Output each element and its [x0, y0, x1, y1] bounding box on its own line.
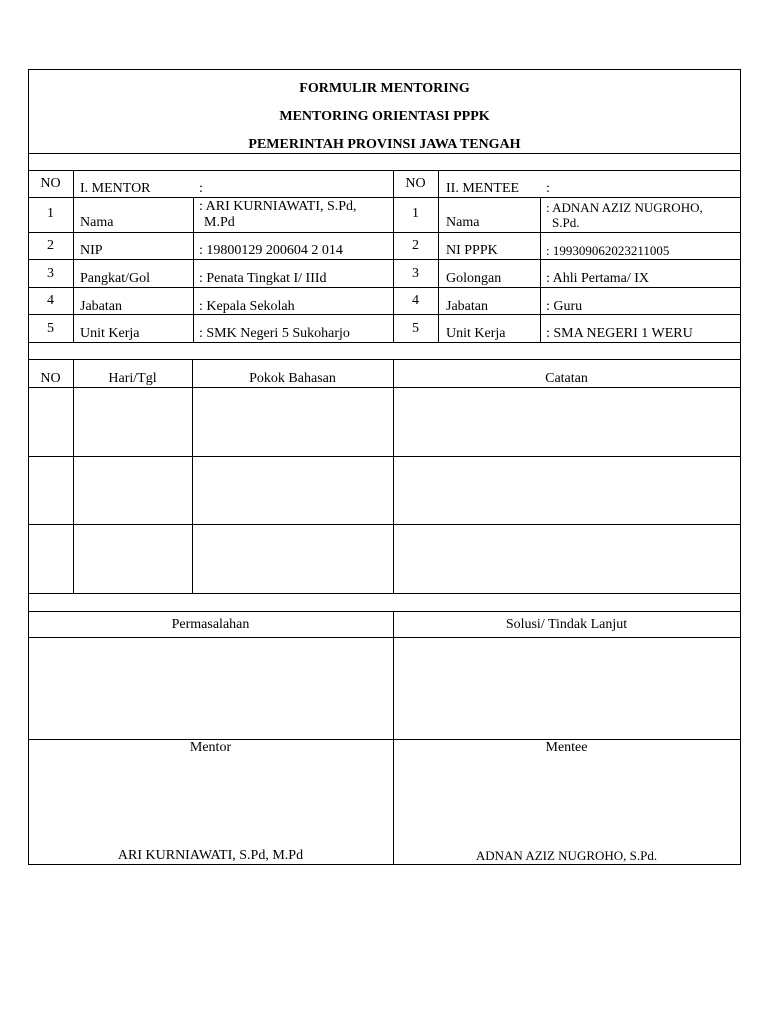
rule-id-row-1: [28, 197, 741, 198]
mentee-unit-value: : SMA NEGERI 1 WERU: [546, 326, 693, 341]
form-title: FORMULIR MENTORING: [299, 81, 470, 96]
frame-bottom: [28, 864, 741, 865]
mentee-row-4-no: 4: [412, 293, 419, 308]
mentee-name-value-line2: S.Pd.: [552, 215, 580, 230]
mentee-grade-label: Golongan: [446, 271, 502, 286]
mentor-unit-value: : SMK Negeri 5 Sukoharjo: [199, 326, 350, 341]
vrule-session-topic: [393, 359, 394, 593]
vrule-mentor-label: [193, 197, 194, 342]
signature-mentee-name: ADNAN AZIZ NUGROHO, S.Pd.: [475, 848, 658, 863]
mentor-name-label: Nama: [80, 215, 114, 230]
mentee-nippk-label: NI PPPK: [446, 243, 498, 258]
rule-session-row-2: [28, 524, 741, 525]
mentee-position-label: Jabatan: [446, 299, 488, 314]
session-col-no: NO: [40, 371, 61, 386]
mentor-row-3-no: 3: [47, 266, 54, 281]
mentor-rank-value: : Penata Tingkat I/ IIId: [199, 271, 327, 286]
vrule-mentee-no: [438, 170, 439, 342]
mentor-name-value-line1: : ARI KURNIAWATI, S.Pd,: [199, 199, 357, 214]
vrule-mentee-label: [540, 197, 541, 342]
mentee-nippk-value: : 199309062023211005: [546, 243, 670, 258]
mentee-no-header: NO: [405, 176, 426, 191]
mentee-row-2-no: 2: [412, 238, 419, 253]
mentor-position-label: Jabatan: [80, 299, 122, 314]
vrule-mentor-no: [73, 170, 74, 342]
form-subtitle: MENTORING ORIENTASI PPPK: [279, 109, 490, 124]
form-authority: PEMERINTAH PROVINSI JAWA TENGAH: [248, 137, 521, 152]
vrule-issues-split: [393, 611, 394, 864]
signature-mentee-label: Mentee: [545, 740, 588, 755]
vrule-session-date: [192, 359, 193, 593]
rule-header-end: [28, 153, 741, 154]
mentor-no-header: NO: [40, 176, 61, 191]
mentor-row-5-no: 5: [47, 321, 54, 336]
rule-issues-header: [28, 637, 741, 638]
mentee-position-value: : Guru: [546, 299, 583, 314]
rule-session-start: [28, 359, 741, 360]
rule-identity-end: [28, 342, 741, 343]
issues-col-solution: Solusi/ Tindak Lanjut: [505, 617, 628, 632]
mentee-grade-value: : Ahli Pertama/ IX: [546, 271, 650, 286]
rule-id-row-2: [28, 232, 741, 233]
mentor-name-value-line2: M.Pd: [204, 215, 235, 230]
mentor-position-value: : Kepala Sekolah: [199, 299, 295, 314]
session-col-notes: Catatan: [545, 371, 588, 386]
session-col-date: Hari/Tgl: [108, 371, 157, 386]
mentor-nip-label: NIP: [80, 243, 103, 258]
mentee-section-header: II. MENTEE: [446, 181, 520, 196]
mentor-unit-label: Unit Kerja: [80, 326, 140, 341]
mentor-rank-label: Pangkat/Gol: [80, 271, 150, 286]
rule-id-row-3: [28, 259, 741, 260]
rule-issues-start: [28, 611, 741, 612]
frame-right: [740, 69, 741, 865]
mentor-row-2-no: 2: [47, 238, 54, 253]
mentor-header-colon: :: [199, 181, 203, 196]
vrule-session-no: [73, 359, 74, 593]
session-col-topic: Pokok Bahasan: [249, 371, 336, 386]
signature-mentor-label: Mentor: [189, 740, 232, 755]
mentee-row-5-no: 5: [412, 321, 419, 336]
rule-id-row-4: [28, 287, 741, 288]
mentor-row-4-no: 4: [47, 293, 54, 308]
mentee-row-3-no: 3: [412, 266, 419, 281]
rule-session-row-1: [28, 456, 741, 457]
mentor-nip-value: : 19800129 200604 2 014: [199, 243, 343, 258]
rule-session-end: [28, 593, 741, 594]
mentee-header-colon: :: [546, 181, 550, 196]
vrule-mentor-mentee-split: [393, 170, 394, 342]
rule-id-row-5: [28, 314, 741, 315]
mentee-unit-label: Unit Kerja: [446, 326, 506, 341]
mentee-name-label: Nama: [446, 215, 480, 230]
rule-identity-start: [28, 170, 741, 171]
mentor-row-1-no: 1: [47, 206, 54, 221]
frame-top: [28, 69, 741, 70]
issues-col-problem: Permasalahan: [171, 617, 250, 632]
rule-session-header: [28, 387, 741, 388]
mentor-section-header: I. MENTOR: [80, 181, 151, 196]
mentee-name-value-line1: : ADNAN AZIZ NUGROHO,: [546, 200, 703, 215]
mentee-row-1-no: 1: [412, 206, 419, 221]
signature-mentor-name: ARI KURNIAWATI, S.Pd, M.Pd: [117, 848, 304, 863]
